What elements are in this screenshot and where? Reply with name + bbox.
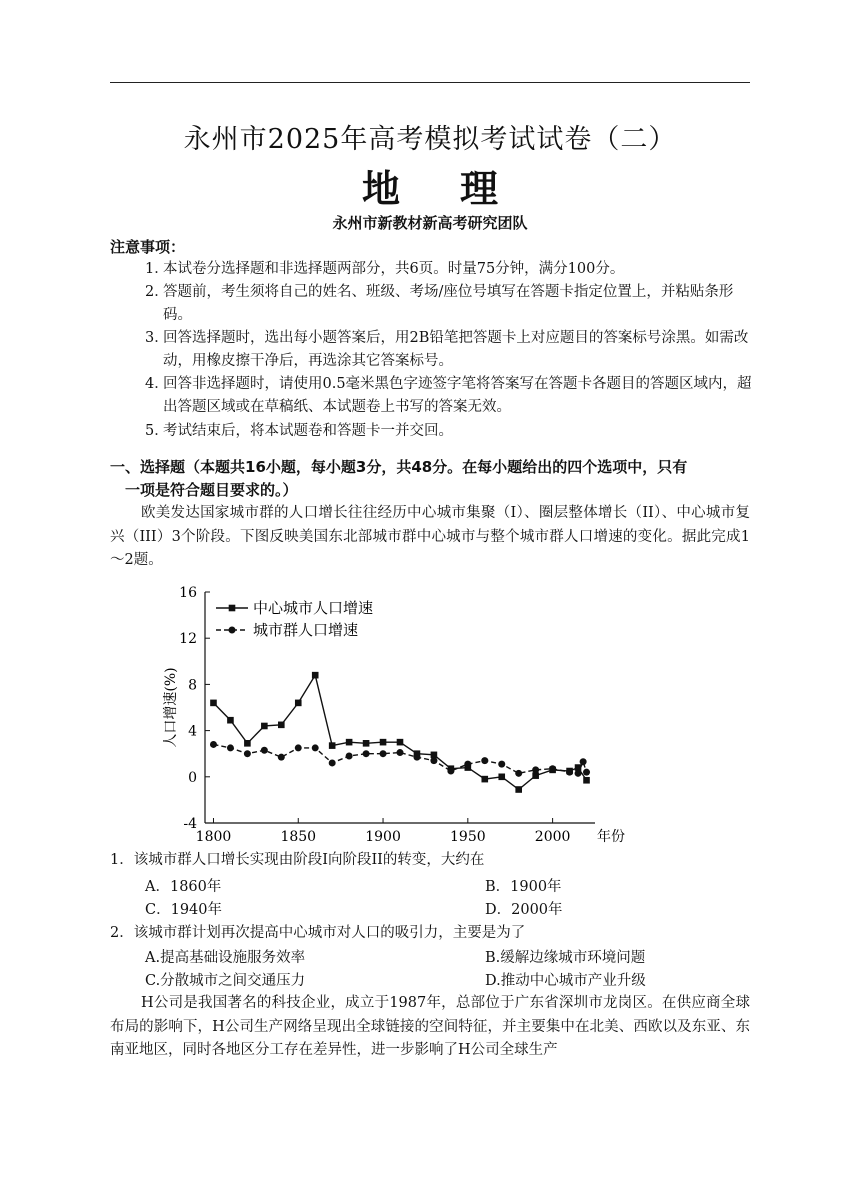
- notice-item-number: 5．: [145, 423, 169, 439]
- data-point-circle: [580, 758, 587, 765]
- data-point-circle: [397, 749, 404, 756]
- data-point-square: [346, 739, 353, 746]
- data-point-circle: [210, 741, 217, 748]
- notice-heading: 注意事项：: [110, 238, 186, 256]
- data-point-circle: [413, 754, 420, 761]
- notice-item: [145, 281, 755, 327]
- x-tick-label: 1900: [365, 829, 401, 845]
- data-point-square: [227, 717, 234, 724]
- notice-item-text: 本试卷分选择题和非选择题两部分，共6页。时量75分钟，满分100分。: [163, 261, 625, 277]
- notice-item: [145, 373, 755, 419]
- y-axis-label: 人口增速(%): [163, 667, 179, 748]
- legend-label-1: 中心城市人口增速: [253, 599, 374, 617]
- data-point-square: [329, 742, 336, 749]
- data-point-circle: [481, 757, 488, 764]
- data-point-circle: [575, 770, 582, 777]
- passage-2: H公司是我国著名的科技企业，成立于1987年，总部位于广东省深圳市龙岗区。在供应商全球布局的影响下，H公司生产网络呈现出全球链接的空间特征，并主要集中在北美、西欧以及东亚、东南亚地区，同时各地区分工存在差异性，进一步影响了H公司全球生产: [110, 995, 750, 1058]
- x-tick-label: 1950: [450, 829, 486, 845]
- notice-item-text: 回答非选择题时，请使用0.5毫米黑色字迹签字笔将答案写在答题卡各题目的答题区域内，超出答题区域或在草稿纸、本试题卷上书写的答案无效。: [163, 376, 752, 415]
- y-tick-label: 8: [188, 677, 197, 694]
- notice-item-number: 2．: [145, 284, 169, 300]
- section-heading-line2: 一项是符合题目要求的。）: [125, 481, 298, 499]
- data-point-circle: [278, 754, 285, 761]
- data-point-circle: [515, 770, 522, 777]
- data-point-circle: [227, 744, 234, 751]
- population-growth-chart: [150, 580, 660, 845]
- data-point-circle: [464, 761, 471, 768]
- question-1-option-d: D．2000年: [485, 902, 563, 918]
- question-1-option-b: B．1900年: [485, 879, 562, 895]
- section-heading-line1: 一、选择题（本题共16小题，每小题3分，共48分。在每小题给出的四个选项中，只有: [110, 458, 688, 476]
- data-point-square: [380, 739, 387, 746]
- subject-title: 地理: [361, 167, 558, 211]
- data-point-circle: [261, 747, 268, 754]
- data-point-square: [481, 776, 488, 783]
- data-point-square: [397, 739, 404, 746]
- notice-item-number: 1．: [145, 261, 169, 277]
- notice-item: [145, 420, 755, 443]
- data-point-circle: [346, 753, 353, 760]
- data-point-square: [261, 723, 268, 730]
- notice-item-number: 4．: [145, 376, 169, 392]
- question-2-option-d: D.推动中心城市产业升级: [485, 973, 646, 989]
- data-point-square: [278, 722, 285, 729]
- data-point-circle: [430, 757, 437, 764]
- question-2-stem: 2．该城市群计划再次提高中心城市对人口的吸引力，主要是为了: [110, 925, 526, 941]
- legend-marker-square: [229, 605, 236, 612]
- data-point-circle: [312, 744, 319, 751]
- x-tick-label: 1850: [280, 829, 317, 845]
- data-point-circle: [498, 761, 505, 768]
- data-point-square: [363, 740, 370, 747]
- data-point-circle: [549, 765, 556, 772]
- data-point-circle: [363, 750, 370, 757]
- data-point-square: [583, 777, 590, 784]
- y-tick-label: -4: [183, 816, 197, 832]
- data-point-circle: [380, 750, 387, 757]
- series-line-1: [213, 675, 586, 789]
- notice-item-text: 考试结束后，将本试题卷和答题卡一并交回。: [163, 423, 453, 439]
- question-1-stem: 1．该城市群人口增长实现由阶段I向阶段II的转变，大约在: [110, 852, 485, 868]
- question-2-option-b: B.缓解边缘城市环境问题: [485, 950, 646, 966]
- series-line-2: [213, 744, 586, 773]
- data-point-circle: [329, 759, 336, 766]
- exam-title: 永州市2025年高考模拟考试试卷（二）: [183, 124, 677, 155]
- data-point-square: [210, 700, 217, 707]
- data-point-circle: [447, 768, 454, 775]
- data-point-square: [295, 700, 302, 707]
- y-tick-label: 0: [188, 769, 197, 786]
- data-point-square: [498, 774, 505, 781]
- legend-marker-circle: [229, 627, 236, 634]
- x-axis-label: 年份: [597, 829, 625, 845]
- passage-1: 欧美发达国家城市群的人口增长往往经历中心城市集聚（I）、圈层整体增长（II）、中心城市复兴（III）3个阶段。下图反映美国东北部城市群中心城市与整个城市群人口增速的变化。据此完成1～2题。: [110, 505, 750, 568]
- header-rule: [110, 82, 750, 83]
- section-heading: [110, 456, 755, 502]
- data-point-square: [515, 786, 522, 793]
- data-point-circle: [295, 744, 302, 751]
- question-2-option-a: A.提高基础设施服务效率: [145, 950, 306, 966]
- notice-item-text: 答题前，考生须将自己的姓名、班级、考场/座位号填写在答题卡指定位置上，并粘贴条形码。: [163, 284, 734, 323]
- data-point-circle: [583, 769, 590, 776]
- y-tick-label: 12: [179, 631, 197, 648]
- notice-item-number: 3．: [145, 330, 169, 346]
- data-point-circle: [566, 769, 573, 776]
- question-1-option-a: A．1860年: [145, 879, 222, 895]
- x-tick-label: 2000: [534, 829, 571, 845]
- organization: 永州市新教材新高考研究团队: [332, 214, 528, 232]
- data-point-square: [312, 672, 319, 679]
- notice-item: [145, 258, 755, 281]
- notice-item-text: 回答选择题时，选出每小题答案后，用2B铅笔把答题卡上对应题目的答案标号涂黑。如需改动，用橡皮擦干净后，再选涂其它答案标号。: [163, 330, 749, 369]
- x-tick-label: 1800: [195, 829, 232, 845]
- data-point-square: [244, 740, 251, 747]
- notice-item: [145, 327, 755, 373]
- data-point-circle: [244, 750, 251, 757]
- y-tick-label: 4: [188, 723, 197, 740]
- data-point-circle: [532, 766, 539, 773]
- question-1-option-c: C．1940年: [145, 902, 222, 918]
- question-2-option-c: C.分散城市之间交通压力: [145, 973, 306, 989]
- y-tick-label: 16: [179, 585, 197, 601]
- legend-label-2: 城市群人口增速: [253, 621, 359, 639]
